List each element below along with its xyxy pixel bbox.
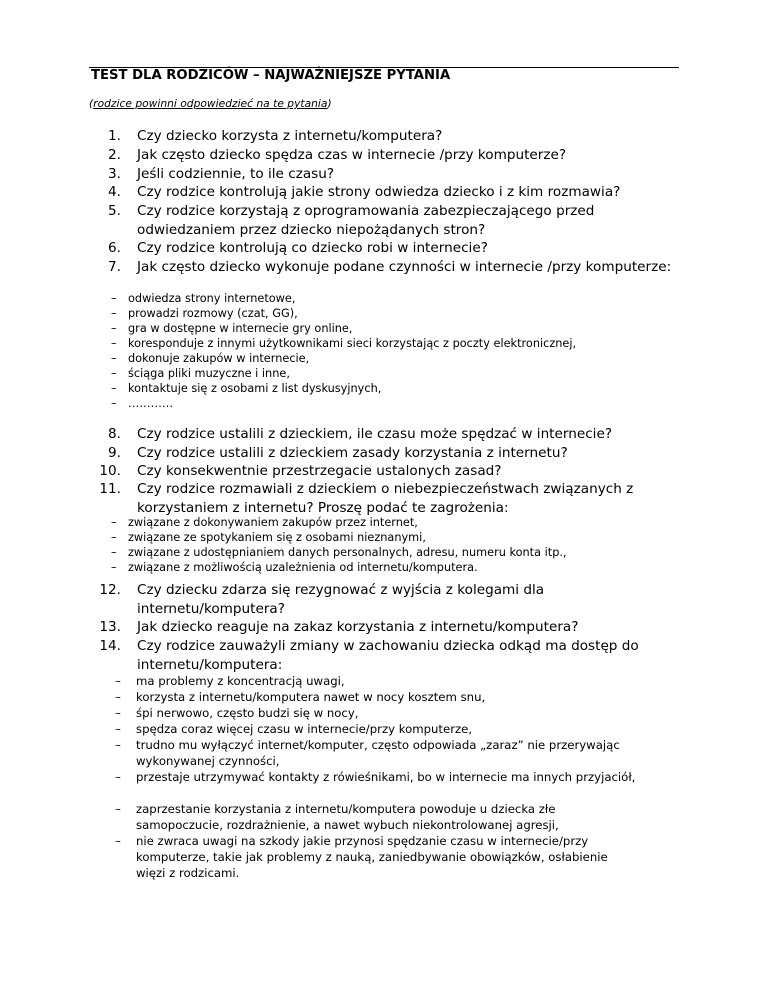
question-text: Czy rodzice ustalili z dzieckiem, ile czasu może spędzać w internecie?	[137, 426, 613, 442]
question-number: 9.	[108, 445, 121, 461]
behavior-change-text: śpi nerwowo, często budzi się w nocy,	[136, 706, 359, 720]
behavior-change-text: zaprzestanie korzystania z internetu/komputera powoduje u dziecka złe samopoczucie, rozdrażnienie, a nawet wybuch niekontrolowanej agresji,	[136, 802, 559, 832]
dash-marker: –	[111, 546, 117, 559]
question-text: Jak dziecko reaguje na zakaz korzystania z internetu/komputera?	[137, 619, 579, 635]
dash-marker: –	[115, 770, 121, 784]
dash-marker: –	[111, 352, 117, 365]
dash-marker: –	[115, 706, 121, 720]
question-number: 7.	[108, 259, 121, 275]
question-number: 2.	[108, 147, 121, 163]
question-text: Jeśli codziennie, to ile czasu?	[137, 166, 335, 182]
question-number: 10.	[99, 463, 121, 479]
dash-marker: –	[111, 322, 117, 335]
question-text: Jak często dziecko spędza czas w internecie /przy komputerze?	[137, 147, 567, 163]
dash-marker: –	[111, 531, 117, 544]
question-text: Czy rodzice zauważyli zmiany w zachowaniu dziecka odkąd ma dostęp do internetu/komputera:	[137, 638, 639, 673]
dash-marker: –	[111, 516, 117, 529]
dash-marker: –	[115, 802, 121, 816]
dash-marker: –	[111, 292, 117, 305]
dash-marker: –	[111, 367, 117, 380]
question-number: 11.	[99, 481, 121, 497]
question-text: Czy konsekwentnie przestrzegacie ustalonych zasad?	[137, 463, 502, 479]
question-number: 6.	[108, 240, 121, 256]
question-text: Czy rodzice kontrolują jakie strony odwiedza dziecko i z kim rozmawia?	[137, 184, 621, 200]
question-number: 5.	[108, 203, 121, 219]
behavior-change-text: spędza coraz więcej czasu w internecie/przy komputerze,	[136, 722, 473, 736]
question-text: Czy rodzice kontrolują co dziecko robi w internecie?	[137, 240, 488, 256]
behavior-change-text: przestaje utrzymywać kontakty z rówieśnikami, bo w internecie ma innych przyjaciół,	[136, 770, 636, 784]
question-number: 8.	[108, 426, 121, 442]
behavior-change-text: nie zwraca uwagi na szkody jakie przynosi spędzanie czasu w internecie/przy komputerze, takie jak problemy z nauką, zaniedbywanie obowiązków, osłabienie więzi z rodzicami.	[136, 834, 608, 880]
threat-text: związane z udostępnianiem danych personalnych, adresu, numeru konta itp.,	[128, 546, 567, 559]
question-number: 14.	[99, 638, 121, 654]
activity-text: ściąga pliki muzyczne i inne,	[128, 367, 290, 380]
dash-marker: –	[111, 382, 117, 395]
threat-text: związane ze spotykaniem się z osobami nieznanymi,	[128, 531, 426, 544]
activity-text: kontaktuje się z osobami z list dyskusyjnych,	[128, 382, 382, 395]
activity-text: prowadzi rozmowy (czat, GG),	[128, 307, 298, 320]
subtitle-open-paren: (	[89, 97, 94, 110]
question-number: 4.	[108, 184, 121, 200]
dash-marker: –	[115, 738, 121, 752]
threat-text: związane z dokonywaniem zakupów przez internet,	[128, 516, 418, 529]
dash-marker: –	[115, 690, 121, 704]
question-number: 12.	[99, 582, 121, 598]
activity-text: koresponduje z innymi użytkownikami sieci korzystając z poczty elektronicznej,	[128, 337, 577, 350]
activity-text: odwiedza strony internetowe,	[128, 292, 296, 305]
question-number: 3.	[108, 166, 121, 182]
question-text: Jak często dziecko wykonuje podane czynności w internecie /przy komputerze:	[137, 259, 672, 275]
dash-marker: –	[115, 674, 121, 688]
question-number: 13.	[99, 619, 121, 635]
dash-marker: –	[111, 561, 117, 574]
document-subtitle	[89, 97, 332, 110]
subtitle-close-paren: )	[327, 97, 332, 110]
activity-text: …………	[128, 397, 174, 410]
dash-marker: –	[111, 397, 117, 410]
behavior-change-text: ma problemy z koncentracją uwagi,	[136, 674, 345, 688]
dash-marker: –	[115, 834, 121, 848]
activity-text: dokonuje zakupów w internecie,	[128, 352, 310, 365]
question-number: 1.	[108, 128, 121, 144]
document-title: TEST DLA RODZICÓW – NAJWAŻNIEJSZE PYTANIA	[91, 68, 451, 83]
question-text: Czy rodzice rozmawiali z dzieckiem o niebezpieczeństwach związanych z korzystaniem z internetu? Proszę podać te zagrożenia:	[137, 481, 634, 516]
behavior-change-text: korzysta z internetu/komputera nawet w nocy kosztem snu,	[136, 690, 486, 704]
question-text: Czy dziecko korzysta z internetu/komputera?	[137, 128, 443, 144]
question-text: Czy rodzice ustalili z dzieckiem zasady korzystania z internetu?	[137, 445, 568, 461]
subtitle-text: rodzice powinni odpowiedzieć na te pytania	[93, 97, 328, 110]
threat-text: związane z możliwością uzależnienia od internetu/komputera.	[128, 561, 478, 574]
behavior-change-text: trudno mu wyłączyć internet/komputer, często odpowiada „zaraz” nie przerywając wykonywanej czynności,	[136, 738, 620, 768]
dash-marker: –	[111, 337, 117, 350]
question-text: Czy dziecku zdarza się rezygnować z wyjścia z kolegami dla internetu/komputera?	[137, 582, 545, 617]
activity-text: gra w dostępne w internecie gry online,	[128, 322, 353, 335]
dash-marker: –	[111, 307, 117, 320]
dash-marker: –	[115, 722, 121, 736]
question-text: Czy rodzice korzystają z oprogramowania zabezpieczającego przed odwiedzaniem przez dziecko niepożądanych stron?	[137, 203, 595, 238]
